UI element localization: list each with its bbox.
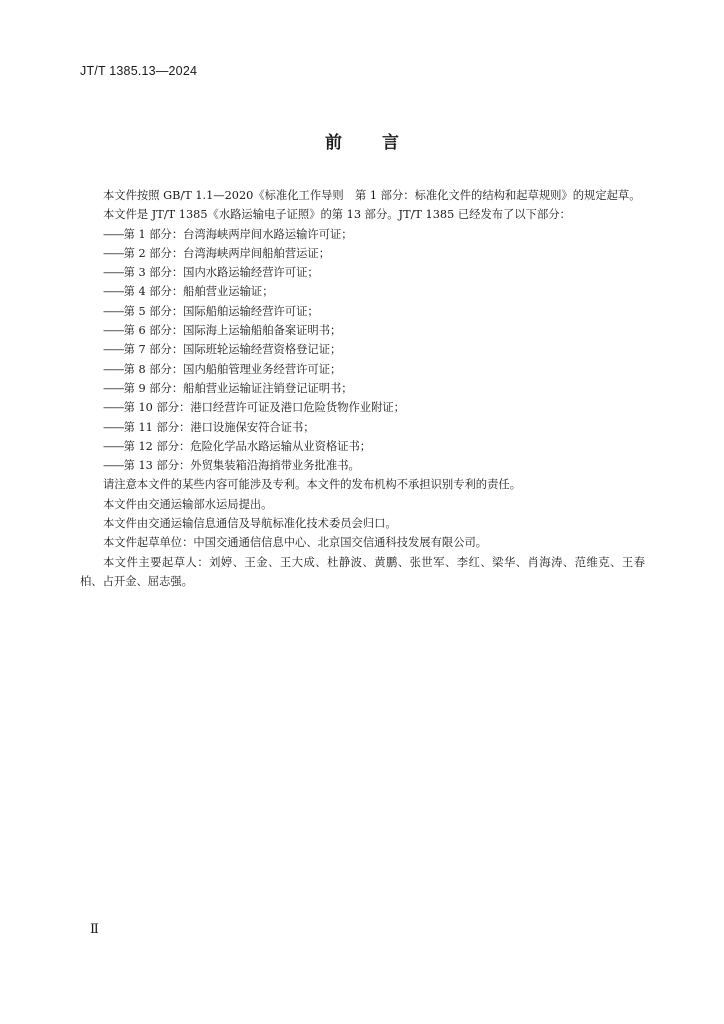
list-item-text: 第 1 部分：台湾海峡两岸间水路运输许可证； (123, 227, 353, 241)
parts-list (80, 225, 645, 476)
list-dash: —— (103, 343, 124, 357)
intro-paragraph: 本文件按照 GB/T 1.1—2020《标准化工作导则 第 1 部分：标准化文件的结构和起草规则》的规定起草。 (103, 189, 641, 202)
list-dash: —— (103, 324, 124, 338)
list-item (80, 437, 645, 456)
list-item-text: 第 10 部分：港口经营许可证及港口危险货物作业附证； (123, 401, 405, 415)
list-dash: —— (103, 381, 124, 395)
list-item-text: 第 4 部分：船舶营业运输证； (123, 285, 274, 299)
drafting-units-paragraph: 本文件起草单位：中国交通通信信息中心、北京国交信通科技发展有限公司。 (103, 536, 488, 550)
list-dash: —— (103, 439, 124, 453)
list-item (80, 302, 645, 321)
list-item (80, 340, 645, 359)
committee-paragraph: 本文件由交通运输信息通信及导航标准化技术委员会归口。 (103, 517, 397, 531)
list-item (80, 418, 645, 437)
list-dash: —— (103, 246, 124, 260)
list-item (80, 360, 645, 379)
list-item (80, 379, 645, 398)
list-item-text: 第 8 部分：国内船舶管理业务经营许可证； (123, 362, 342, 376)
patent-notice: 请注意本文件的某些内容可能涉及专利。本文件的发布机构不承担识别专利的责任。 (103, 478, 521, 492)
page-title: 前言 (325, 133, 439, 153)
page-number: Ⅱ (90, 922, 99, 937)
list-item (80, 456, 645, 475)
proposer-paragraph: 本文件由交通运输部水运局提出。 (103, 497, 273, 511)
list-dash: —— (103, 285, 124, 299)
list-dash: —— (103, 401, 124, 415)
list-item (80, 282, 645, 301)
list-item-text: 第 9 部分：船舶营业运输证注销登记证明书； (123, 381, 353, 395)
list-item (80, 225, 645, 244)
list-item (80, 244, 645, 263)
list-dash: —— (103, 459, 124, 473)
list-item (80, 263, 645, 282)
list-dash: —— (103, 266, 124, 280)
list-item-text: 第 7 部分：国际班轮运输经营资格登记证； (123, 343, 342, 357)
document-code: JT/T 1385.13—2024 (80, 64, 198, 78)
list-item-text: 第 11 部分：港口设施保安符合证书； (123, 420, 315, 434)
list-dash: —— (103, 362, 124, 376)
list-dash: —— (103, 420, 124, 434)
list-item-text: 第 5 部分：国际船舶运输经营许可证； (123, 304, 319, 318)
list-item (80, 321, 645, 340)
list-item (80, 398, 645, 417)
list-item-text: 第 3 部分：国内水路运输经营许可证； (123, 266, 319, 280)
list-item-text: 第 12 部分：危险化学品水路运输从业资格证书； (123, 439, 372, 453)
list-dash: —— (103, 304, 124, 318)
intro-paragraph: 本文件是 JT/T 1385《水路运输电子证照》的第 13 部分。JT/T 1385 已经发布了以下部分： (103, 208, 571, 222)
drafters-paragraph: 本文件主要起草人：刘婷、王金、王大成、杜静波、黄鹏、张世军、李红、梁华、肖海涛、范维克、王春柏、占开金、屈志强。 (80, 555, 645, 588)
list-item-text: 第 6 部分：国际海上运输船舶备案证明书； (123, 324, 342, 338)
list-dash: —— (103, 227, 124, 241)
body-text (80, 186, 645, 591)
list-item-text: 第 2 部分：台湾海峡两岸间船舶营运证； (123, 246, 331, 260)
list-item-text: 第 13 部分：外贸集装箱沿海捎带业务批准书。 (123, 459, 360, 473)
